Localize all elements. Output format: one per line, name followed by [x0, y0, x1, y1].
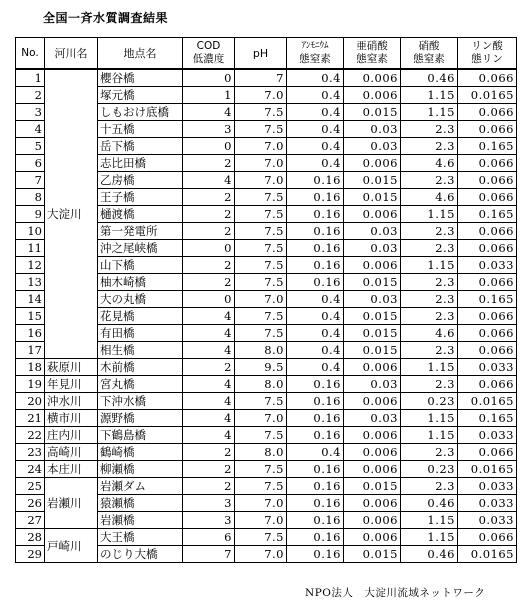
cod-value: 3 [183, 512, 235, 529]
row-number: 15 [16, 308, 45, 325]
nitrite-value: 0.03 [344, 410, 401, 427]
cod-value: 4 [183, 325, 235, 342]
ph-value: 7.0 [235, 410, 287, 427]
row-number: 29 [16, 546, 45, 563]
nitrate-value: 4.6 [401, 325, 458, 342]
ph-value: 7.5 [235, 189, 287, 206]
ph-value: 9.5 [235, 359, 287, 376]
row-number: 19 [16, 376, 45, 393]
phosphate-value: 0.033 [458, 512, 517, 529]
phosphate-value: 0.066 [458, 223, 517, 240]
ph-value: 7.0 [235, 172, 287, 189]
nitrate-value: 2.3 [401, 240, 458, 257]
place-name: 柚木崎橋 [98, 274, 183, 291]
ammonium-value: 0.16 [287, 172, 344, 189]
phosphate-value: 0.066 [458, 376, 517, 393]
row-number: 12 [16, 257, 45, 274]
nitrate-value: 1.15 [401, 512, 458, 529]
ph-value: 7.0 [235, 546, 287, 563]
row-number: 11 [16, 240, 45, 257]
table-row [16, 410, 517, 427]
phosphate-value: 0.033 [458, 495, 517, 512]
phosphate-value: 0.066 [458, 189, 517, 206]
ph-value: 7.0 [235, 512, 287, 529]
cod-value: 3 [183, 495, 235, 512]
place-name: しもおけ底橋 [98, 104, 183, 121]
nitrite-value: 0.03 [344, 240, 401, 257]
row-number: 14 [16, 291, 45, 308]
phosphate-value: 0.066 [458, 444, 517, 461]
phosphate-value: 0.0165 [458, 393, 517, 410]
place-name: 鶴崎橋 [98, 444, 183, 461]
nitrate-value: 0.46 [401, 69, 458, 87]
ammonium-value: 0.16 [287, 189, 344, 206]
row-number: 25 [16, 478, 45, 495]
row-number: 18 [16, 359, 45, 376]
header-phosphate-line1: リン酸 [471, 40, 503, 52]
header-nitrate [401, 38, 458, 70]
nitrite-value: 0.015 [344, 478, 401, 495]
cod-value: 2 [183, 189, 235, 206]
cod-value: 2 [183, 359, 235, 376]
header-nitrate-line1: 硝酸 [418, 40, 440, 52]
place-name: 王子橋 [98, 189, 183, 206]
nitrate-value: 1.15 [401, 410, 458, 427]
row-number: 4 [16, 121, 45, 138]
row-number: 27 [16, 512, 45, 529]
nitrate-value: 2.3 [401, 478, 458, 495]
cod-value: 4 [183, 376, 235, 393]
phosphate-value: 0.066 [458, 121, 517, 138]
phosphate-value: 0.165 [458, 410, 517, 427]
phosphate-value: 0.165 [458, 138, 517, 155]
page-title: 全国一斉水質調査結果 [43, 11, 169, 25]
ammonium-value: 0.16 [287, 512, 344, 529]
nitrite-value: 0.006 [344, 87, 401, 104]
cod-value: 2 [183, 274, 235, 291]
nitrate-value: 2.3 [401, 291, 458, 308]
ph-value: 8.0 [235, 342, 287, 359]
table-row [16, 427, 517, 444]
ph-value: 7 [235, 69, 287, 87]
header-ph: pH [235, 38, 287, 70]
nitrate-value: 0.46 [401, 495, 458, 512]
nitrite-value: 0.006 [344, 69, 401, 87]
header-phosphate-line2: 態リン [471, 53, 503, 65]
ammonium-value: 0.16 [287, 495, 344, 512]
nitrite-value: 0.006 [344, 155, 401, 172]
phosphate-value: 0.165 [458, 206, 517, 223]
cod-value: 7 [183, 546, 235, 563]
river-name: 高崎川 [45, 444, 98, 461]
cod-value: 2 [183, 444, 235, 461]
ammonium-value: 0.16 [287, 546, 344, 563]
place-name: 岳下橋 [98, 138, 183, 155]
ph-value: 7.5 [235, 206, 287, 223]
nitrate-value: 0.46 [401, 546, 458, 563]
nitrite-value: 0.006 [344, 461, 401, 478]
ph-value: 8.0 [235, 444, 287, 461]
ammonium-value: 0.16 [287, 410, 344, 427]
cod-value: 2 [183, 257, 235, 274]
place-name: 猿瀬橋 [98, 495, 183, 512]
nitrite-value: 0.015 [344, 189, 401, 206]
phosphate-value: 0.066 [458, 325, 517, 342]
nitrate-value: 2.3 [401, 138, 458, 155]
ph-value: 7.5 [235, 274, 287, 291]
row-number: 7 [16, 172, 45, 189]
cod-value: 2 [183, 478, 235, 495]
place-name: 塚元橋 [98, 87, 183, 104]
phosphate-value: 0.033 [458, 478, 517, 495]
ph-value: 7.5 [235, 257, 287, 274]
ammonium-value: 0.16 [287, 427, 344, 444]
row-number: 10 [16, 223, 45, 240]
ammonium-value: 0.16 [287, 461, 344, 478]
ammonium-value: 0.4 [287, 155, 344, 172]
cod-value: 0 [183, 291, 235, 308]
nitrite-value: 0.015 [344, 104, 401, 121]
ammonium-value: 0.16 [287, 274, 344, 291]
place-name: 下鶴島橋 [98, 427, 183, 444]
cod-value: 6 [183, 529, 235, 546]
row-number: 8 [16, 189, 45, 206]
cod-value: 2 [183, 155, 235, 172]
nitrate-value: 2.3 [401, 444, 458, 461]
table-row [16, 376, 517, 393]
ammonium-value: 0.4 [287, 121, 344, 138]
row-number: 13 [16, 274, 45, 291]
nitrite-value: 0.006 [344, 206, 401, 223]
table-header-row [16, 38, 517, 70]
row-number: 6 [16, 155, 45, 172]
river-name: 横市川 [45, 410, 98, 427]
row-number: 3 [16, 104, 45, 121]
nitrite-value: 0.03 [344, 121, 401, 138]
header-nitrite-line1: 亜硝酸 [356, 40, 388, 52]
ammonium-value: 0.16 [287, 393, 344, 410]
ammonium-value: 0.4 [287, 291, 344, 308]
ph-value: 7.5 [235, 393, 287, 410]
phosphate-value: 0.033 [458, 427, 517, 444]
ph-value: 7.0 [235, 291, 287, 308]
place-name: 木前橋 [98, 359, 183, 376]
header-ammonium-line2: 態窒素 [299, 53, 331, 65]
place-name: 宮丸橋 [98, 376, 183, 393]
place-name: 大王橋 [98, 529, 183, 546]
ph-value: 7.5 [235, 104, 287, 121]
header-cod-line1: COD [196, 40, 221, 52]
nitrate-value: 1.15 [401, 529, 458, 546]
nitrate-value: 2.3 [401, 376, 458, 393]
cod-value: 4 [183, 308, 235, 325]
nitrate-value: 2.3 [401, 308, 458, 325]
cod-value: 2 [183, 206, 235, 223]
place-name: 志比田橋 [98, 155, 183, 172]
ph-value: 7.5 [235, 325, 287, 342]
ph-value: 7.5 [235, 223, 287, 240]
ph-value: 7.5 [235, 478, 287, 495]
header-phosphate [458, 38, 517, 70]
ph-value: 7.5 [235, 308, 287, 325]
ph-value: 7.5 [235, 529, 287, 546]
table-row [16, 461, 517, 478]
header-nitrite-line2: 態窒素 [356, 53, 388, 65]
ammonium-value: 0.4 [287, 359, 344, 376]
footer-credit: NPO法人 大淀川流域ネットワーク [305, 587, 486, 599]
nitrite-value: 0.006 [344, 359, 401, 376]
nitrite-value: 0.006 [344, 444, 401, 461]
place-name: 相生橋 [98, 342, 183, 359]
nitrate-value: 1.15 [401, 427, 458, 444]
nitrite-value: 0.006 [344, 495, 401, 512]
nitrite-value: 0.015 [344, 325, 401, 342]
water-quality-table [15, 37, 517, 563]
place-name: 下沖水橋 [98, 393, 183, 410]
cod-value: 2 [183, 461, 235, 478]
phosphate-value: 0.066 [458, 529, 517, 546]
table-body [16, 69, 517, 563]
river-name: 庄内川 [45, 427, 98, 444]
cod-value: 0 [183, 138, 235, 155]
row-number: 9 [16, 206, 45, 223]
phosphate-value: 0.0165 [458, 87, 517, 104]
river-name: 年見川 [45, 376, 98, 393]
phosphate-value: 0.0165 [458, 461, 517, 478]
header-cod [183, 38, 235, 70]
ammonium-value: 0.4 [287, 308, 344, 325]
row-number: 28 [16, 529, 45, 546]
nitrite-value: 0.006 [344, 393, 401, 410]
ammonium-value: 0.4 [287, 342, 344, 359]
nitrate-value: 2.3 [401, 223, 458, 240]
nitrite-value: 0.015 [344, 546, 401, 563]
header-ammonium [287, 38, 344, 70]
nitrate-value: 2.3 [401, 121, 458, 138]
row-number: 16 [16, 325, 45, 342]
header-place: 地点名 [98, 38, 183, 70]
cod-value: 4 [183, 172, 235, 189]
table-row [16, 359, 517, 376]
nitrite-value: 0.015 [344, 172, 401, 189]
nitrate-value: 4.6 [401, 155, 458, 172]
ammonium-value: 0.4 [287, 325, 344, 342]
table-row [16, 69, 517, 87]
row-number: 17 [16, 342, 45, 359]
ph-value: 7.0 [235, 155, 287, 172]
header-ammonium-line1: ｱﾝﾓﾆｳﾑ [301, 41, 329, 51]
place-name: 花見橋 [98, 308, 183, 325]
ammonium-value: 0.16 [287, 240, 344, 257]
row-number: 5 [16, 138, 45, 155]
place-name: 乙房橋 [98, 172, 183, 189]
header-no: No. [16, 38, 45, 70]
place-name: 櫻谷橋 [98, 69, 183, 87]
phosphate-value: 0.066 [458, 342, 517, 359]
ph-value: 7.5 [235, 427, 287, 444]
nitrite-value: 0.015 [344, 308, 401, 325]
cod-value: 2 [183, 223, 235, 240]
nitrate-value: 2.3 [401, 342, 458, 359]
row-number: 26 [16, 495, 45, 512]
table-row [16, 444, 517, 461]
nitrite-value: 0.006 [344, 529, 401, 546]
table-row [16, 478, 517, 495]
ammonium-value: 0.16 [287, 478, 344, 495]
phosphate-value: 0.0165 [458, 546, 517, 563]
nitrate-value: 1.15 [401, 359, 458, 376]
cod-value: 4 [183, 104, 235, 121]
place-name: 岩瀬橋 [98, 512, 183, 529]
cod-value: 1 [183, 87, 235, 104]
header-nitrite [344, 38, 401, 70]
ph-value: 8.0 [235, 376, 287, 393]
ph-value: 7.5 [235, 240, 287, 257]
ph-value: 7.0 [235, 138, 287, 155]
nitrate-value: 1.15 [401, 104, 458, 121]
nitrite-value: 0.015 [344, 342, 401, 359]
ammonium-value: 0.4 [287, 69, 344, 87]
place-name: 沖之尾峡橋 [98, 240, 183, 257]
cod-value: 4 [183, 410, 235, 427]
nitrate-value: 1.15 [401, 87, 458, 104]
river-name: 沖水川 [45, 393, 98, 410]
cod-value: 4 [183, 393, 235, 410]
ammonium-value: 0.16 [287, 206, 344, 223]
ammonium-value: 0.4 [287, 138, 344, 155]
nitrate-value: 0.23 [401, 393, 458, 410]
row-number: 20 [16, 393, 45, 410]
phosphate-value: 0.066 [458, 308, 517, 325]
ammonium-value: 0.16 [287, 376, 344, 393]
header-river: 河川名 [45, 38, 98, 70]
river-name: 本庄川 [45, 461, 98, 478]
nitrite-value: 0.006 [344, 427, 401, 444]
ph-value: 7.0 [235, 495, 287, 512]
place-name: 岩瀬ダム [98, 478, 183, 495]
phosphate-value: 0.066 [458, 240, 517, 257]
nitrite-value: 0.03 [344, 138, 401, 155]
cod-value: 4 [183, 427, 235, 444]
row-number: 22 [16, 427, 45, 444]
nitrite-value: 0.006 [344, 257, 401, 274]
nitrite-value: 0.006 [344, 512, 401, 529]
ph-value: 7.5 [235, 121, 287, 138]
phosphate-value: 0.165 [458, 291, 517, 308]
ammonium-value: 0.16 [287, 529, 344, 546]
river-name: 大淀川 [45, 69, 98, 359]
nitrate-value: 2.3 [401, 274, 458, 291]
cod-value: 4 [183, 342, 235, 359]
place-name: 大の丸橋 [98, 291, 183, 308]
table-row [16, 393, 517, 410]
place-name: のじり大橋 [98, 546, 183, 563]
ph-value: 7.5 [235, 461, 287, 478]
river-name: 岩瀬川 [45, 478, 98, 529]
phosphate-value: 0.033 [458, 257, 517, 274]
phosphate-value: 0.066 [458, 172, 517, 189]
ph-value: 7.0 [235, 87, 287, 104]
place-name: 樋渡橋 [98, 206, 183, 223]
header-nitrate-line2: 態窒素 [413, 53, 445, 65]
table-row [16, 529, 517, 546]
phosphate-value: 0.066 [458, 274, 517, 291]
phosphate-value: 0.066 [458, 104, 517, 121]
row-number: 24 [16, 461, 45, 478]
nitrate-value: 1.15 [401, 257, 458, 274]
place-name: 源野橋 [98, 410, 183, 427]
place-name: 有田橋 [98, 325, 183, 342]
row-number: 1 [16, 69, 45, 87]
row-number: 21 [16, 410, 45, 427]
nitrite-value: 0.015 [344, 274, 401, 291]
header-cod-line2: 低濃度 [192, 53, 225, 65]
nitrate-value: 4.6 [401, 189, 458, 206]
nitrite-value: 0.03 [344, 291, 401, 308]
ammonium-value: 0.4 [287, 104, 344, 121]
nitrate-value: 0.23 [401, 461, 458, 478]
river-name: 萩原川 [45, 359, 98, 376]
row-number: 2 [16, 87, 45, 104]
place-name: 山下橋 [98, 257, 183, 274]
row-number: 23 [16, 444, 45, 461]
cod-value: 0 [183, 69, 235, 87]
place-name: 第一発電所 [98, 223, 183, 240]
ammonium-value: 0.4 [287, 87, 344, 104]
phosphate-value: 0.066 [458, 69, 517, 87]
nitrite-value: 0.03 [344, 223, 401, 240]
ammonium-value: 0.16 [287, 223, 344, 240]
ammonium-value: 0.4 [287, 444, 344, 461]
nitrate-value: 2.3 [401, 172, 458, 189]
cod-value: 0 [183, 240, 235, 257]
nitrate-value: 1.15 [401, 206, 458, 223]
nitrite-value: 0.03 [344, 376, 401, 393]
place-name: 柳瀬橋 [98, 461, 183, 478]
phosphate-value: 0.066 [458, 155, 517, 172]
phosphate-value: 0.033 [458, 359, 517, 376]
river-name: 戸崎川 [45, 529, 98, 563]
place-name: 十五橋 [98, 121, 183, 138]
cod-value: 3 [183, 121, 235, 138]
ammonium-value: 0.16 [287, 257, 344, 274]
